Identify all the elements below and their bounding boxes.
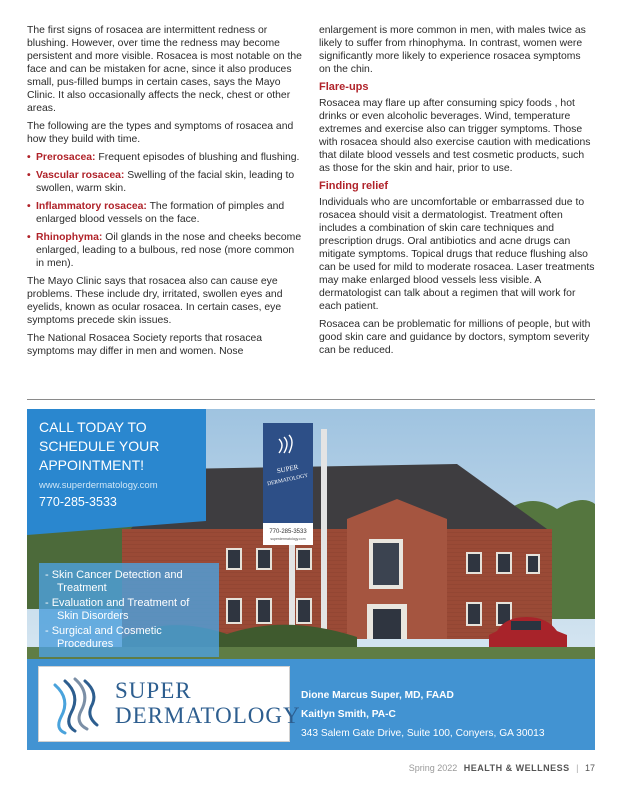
issue-season: Spring 2022: [408, 763, 458, 773]
advertisement[interactable]: [27, 409, 595, 750]
page-number: 17: [584, 763, 595, 773]
paragraph: Rosacea can be problematic for millions of people, but with good skin care and guidance by doctors, symptom severity can be reduced.: [319, 319, 591, 356]
list-text: The formation of pimples and enlarged blood vessels on the face.: [36, 201, 285, 225]
list-item: [27, 151, 303, 164]
contact-band: [27, 659, 595, 750]
sign-url: superdermatology.com: [270, 537, 306, 541]
list-item: [27, 169, 303, 195]
list-item: [27, 200, 303, 226]
wave-logo-icon: [51, 677, 103, 735]
footer-separator: |: [576, 763, 579, 773]
logo-word-super: SUPER: [115, 678, 192, 703]
paragraph: enlargement is more common in men, with males twice as likely to suffer from rhinophyma. In contrast, women were significantly more likely to experience rosacea symptoms on the chin.: [319, 25, 586, 75]
paragraph: The first signs of rosacea are intermittent redness or blushing. However, over time the redness may become persistent and more visible. Rosacea is most notable on the face and can be mistaken for acne, since it also produces small, pus-filled bumps in certain cases, says the Mayo Clinic. It also occasionally affects the neck, chest or other areas.: [27, 25, 302, 114]
page-footer: [409, 763, 595, 773]
paragraph: The National Rosacea Society reports that rosacea symptoms may differ in men and women. Nose: [27, 333, 263, 357]
doctor-name: Dione Marcus Super, MD, FAAD: [301, 690, 454, 701]
article-left-column: [27, 24, 303, 363]
services-list: [39, 563, 219, 657]
paragraph: Rosacea may flare up after consuming spicy foods , hot drinks or even alcoholic beverages. Wind, temperature extremes and exercise also can trigger symptoms. Those with rosacea should also exercise caution with medications that dilate blood vessels and test cosmetic products, such as those for the skin and hair, prior to use.: [319, 98, 591, 174]
rosacea-types-list: [27, 151, 303, 270]
paragraph: The following are the types and symptoms of rosacea and how they build with time.: [27, 121, 294, 145]
contact-info: [301, 686, 545, 743]
cta-heading: CALL TODAY TO SCHEDULE YOUR APPOINTMENT!: [39, 419, 160, 473]
paragraph: The Mayo Clinic says that rosacea also can cause eye problems. These include dry, irritated, swollen eyes and eyelids, known as ocular rosacea. In certain cases, eye symptoms precede skin issues.: [27, 276, 283, 326]
list-item: - Surgical and Cosmetic Procedures: [45, 625, 162, 650]
list-text: Oil glands in the nose and cheeks become enlarged, leading to a bulbous, red nose (more common in men).: [36, 232, 302, 269]
logo-word-dermatology: DERMATOLOGY: [115, 703, 301, 728]
section-name: HEALTH & WELLNESS: [463, 763, 570, 773]
list-term: Inflammatory rosacea:: [36, 201, 147, 212]
list-term: Rhinophyma:: [36, 232, 103, 243]
list-item: - Evaluation and Treatment of Skin Disorders: [45, 597, 190, 622]
sign-phone: 770-285-3533: [269, 529, 307, 535]
call-to-action-box[interactable]: [27, 409, 206, 521]
pa-name: Kaitlyn Smith, PA-C: [301, 709, 396, 720]
clinic-address: 343 Salem Gate Drive, Suite 100, Conyers, GA 30013: [301, 728, 545, 739]
section-divider: [27, 399, 595, 400]
sign-line2: DERMATOLOGY: [266, 472, 309, 488]
section-heading: Finding relief: [319, 180, 389, 192]
phone-number[interactable]: 770-285-3533: [39, 495, 117, 509]
list-item: - Skin Cancer Detection and Treatment: [45, 569, 183, 594]
list-term: Vascular rosacea:: [36, 170, 125, 181]
list-text: Swelling of the facial skin, leading to swollen, warm skin.: [36, 170, 295, 194]
list-text: Frequent episodes of blushing and flushing.: [95, 152, 300, 163]
sign-line1: SUPER: [276, 462, 300, 476]
list-item: [27, 231, 303, 270]
paragraph: Individuals who are uncomfortable or embarrassed due to rosacea should visit a dermatologist. Treatment often includes a combination of skin care techniques and prescription drugs. Oral antibiotics and acne drugs can mitigate symptoms. Topical drugs that reduce flushing also can be used for mild to moderate rosacea. Laser treatments may make enlarged blood vessels less visible. A dermatologist can talk about a regimen that will work for each patient.: [319, 197, 595, 312]
website-link[interactable]: www.superdermatology.com: [39, 480, 158, 491]
section-heading: Flare-ups: [319, 81, 369, 93]
list-term: Prerosacea:: [36, 152, 96, 163]
super-dermatology-logo: [38, 666, 301, 742]
article-right-column: [319, 24, 595, 362]
